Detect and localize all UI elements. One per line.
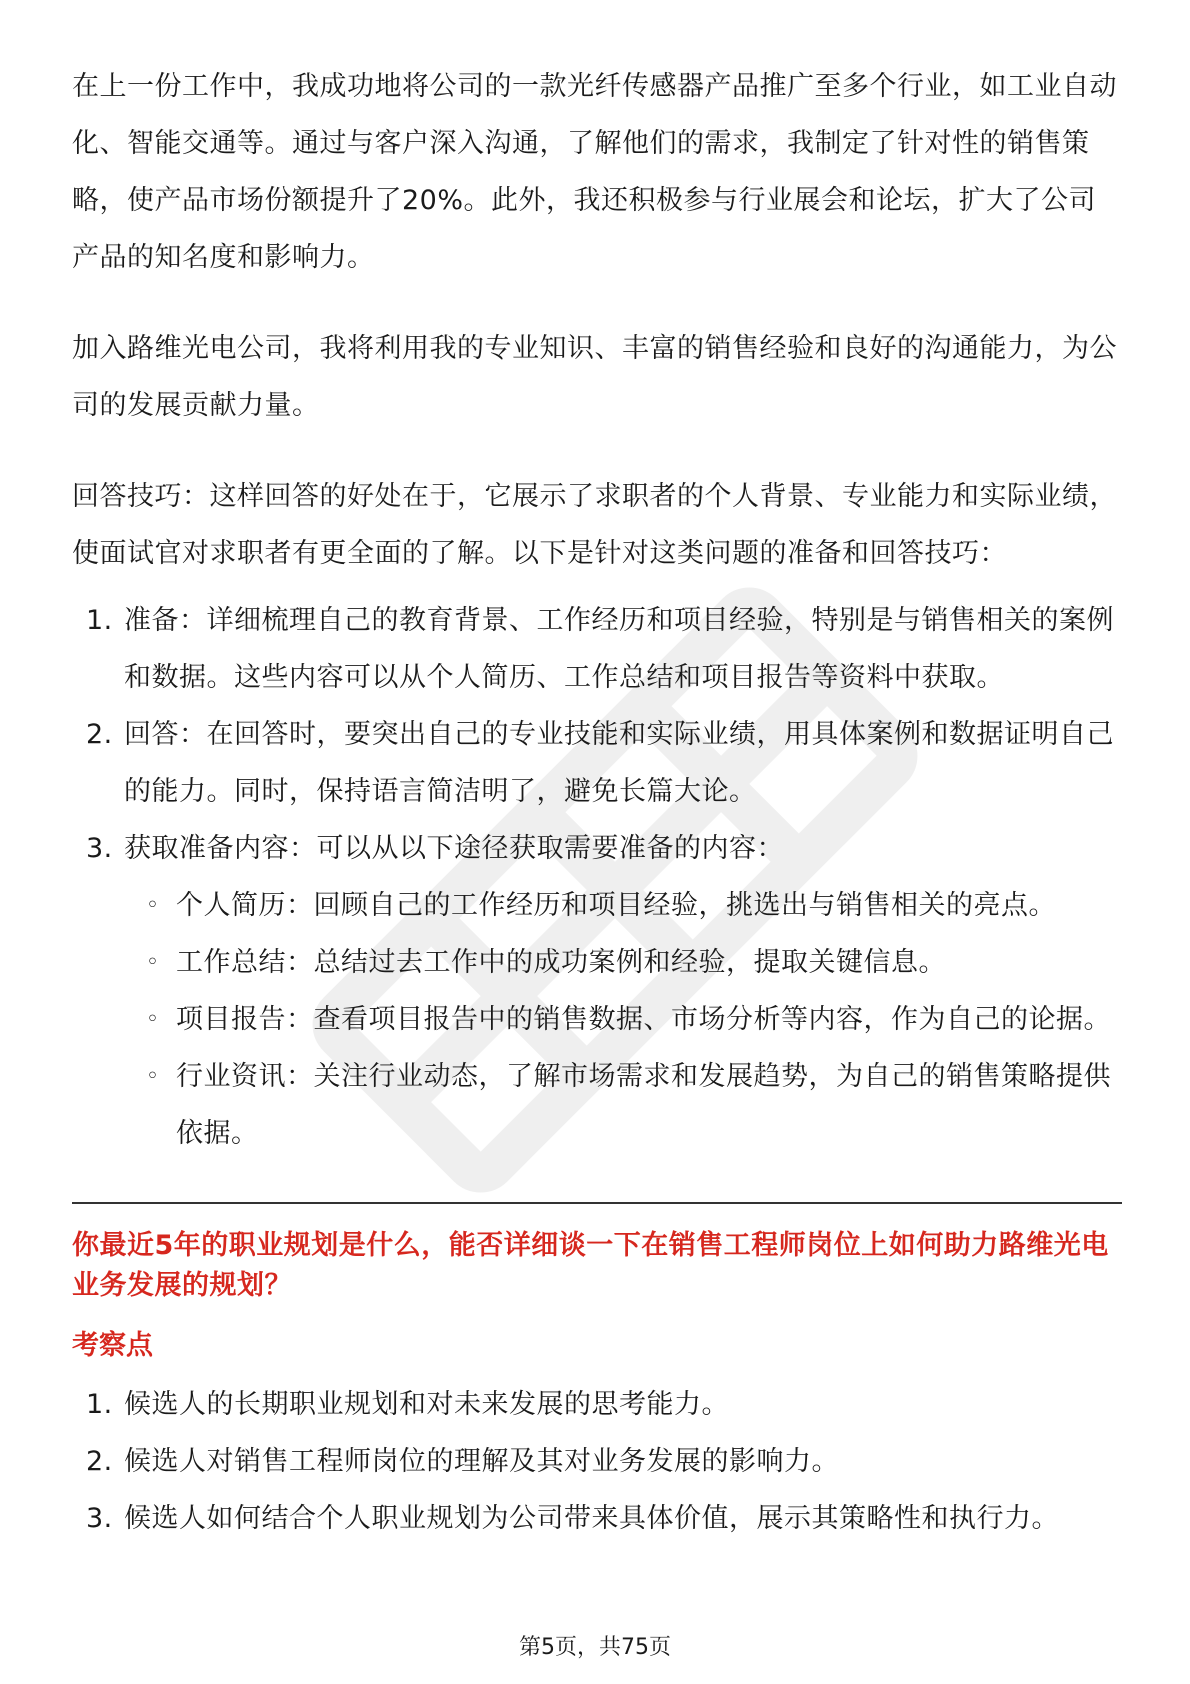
list-item-text: 回答：在回答时，要突出自己的专业技能和实际业绩，用具体案例和数据证明自己的能力。同时，保持语言简洁明了，避免长篇大论。 <box>124 719 1114 807</box>
paragraph-tips-intro: 回答技巧：这样回答的好处在于，它展示了求职者的个人背景、专业能力和实际业绩，使面试官对求职者有更全面的了解。以下是针对这类问题的准备和回答技巧： <box>72 481 1117 569</box>
list-item-text: 准备：详细梳理自己的教育背景、工作经历和项目经验，特别是与销售相关的案例和数据。这些内容可以从个人简历、工作总结和项目报告等资料中获取。 <box>124 605 1114 693</box>
list-number: 1. <box>86 1389 113 1420</box>
list-item-text: 项目报告：查看项目报告中的销售数据、市场分析等内容，作为自己的论据。 <box>176 1004 1111 1035</box>
list-item <box>72 1490 1122 1547</box>
list-number: 2. <box>86 1446 113 1477</box>
section-label: 考察点 <box>72 1330 153 1361</box>
list-item <box>124 877 1122 934</box>
list-item <box>72 820 1122 1162</box>
list-item-text: 行业资讯：关注行业动态，了解市场需求和发展趋势，为自己的销售策略提供依据。 <box>176 1061 1111 1149</box>
page-footer: 第5页，共75页 <box>519 1635 671 1660</box>
question-heading: 你最近5年的职业规划是什么，能否详细谈一下在销售工程师岗位上如何助力路维光电业务发展的规划？ <box>72 1230 1109 1301</box>
list-item <box>124 1048 1122 1162</box>
list-item <box>72 706 1122 820</box>
sources-list <box>124 877 1122 1162</box>
list-item-text: 候选人对销售工程师岗位的理解及其对业务发展的影响力。 <box>124 1446 839 1477</box>
list-item-text: 个人简历：回顾自己的工作经历和项目经验，挑选出与销售相关的亮点。 <box>176 890 1056 921</box>
bullet-icon: ◦ <box>146 1007 160 1032</box>
list-item-text: 获取准备内容：可以从以下途径获取需要准备的内容： <box>124 833 784 864</box>
bullet-icon: ◦ <box>146 893 160 918</box>
section-divider <box>72 1202 1122 1204</box>
list-item-text: 候选人如何结合个人职业规划为公司带来具体价值，展示其策略性和执行力。 <box>124 1503 1059 1534</box>
list-number: 2. <box>86 719 113 750</box>
paragraph-join: 加入路维光电公司，我将利用我的专业知识、丰富的销售经验和良好的沟通能力，为公司的发展贡献力量。 <box>72 333 1117 421</box>
list-number: 1. <box>86 605 113 636</box>
list-item <box>72 1433 1122 1490</box>
list-item <box>124 991 1122 1048</box>
list-item-text: 候选人的长期职业规划和对未来发展的思考能力。 <box>124 1389 729 1420</box>
bullet-icon: ◦ <box>146 950 160 975</box>
list-item <box>72 1376 1122 1433</box>
paragraph-experience: 在上一份工作中，我成功地将公司的一款光纤传感器产品推广至多个行业，如工业自动化、智能交通等。通过与客户深入沟通，了解他们的需求，我制定了针对性的销售策略，使产品市场份额提升了20%。此外，我还积极参与行业展会和论坛，扩大了公司产品的知名度和影响力。 <box>72 71 1117 273</box>
document-page <box>72 58 1122 1547</box>
list-item-text: 工作总结：总结过去工作中的成功案例和经验，提取关键信息。 <box>176 947 946 978</box>
list-number: 3. <box>86 1503 113 1534</box>
list-item <box>72 592 1122 706</box>
points-list <box>72 1376 1122 1547</box>
list-item <box>124 934 1122 991</box>
bullet-icon: ◦ <box>146 1064 160 1089</box>
tips-list <box>72 592 1122 1162</box>
list-number: 3. <box>86 833 113 864</box>
